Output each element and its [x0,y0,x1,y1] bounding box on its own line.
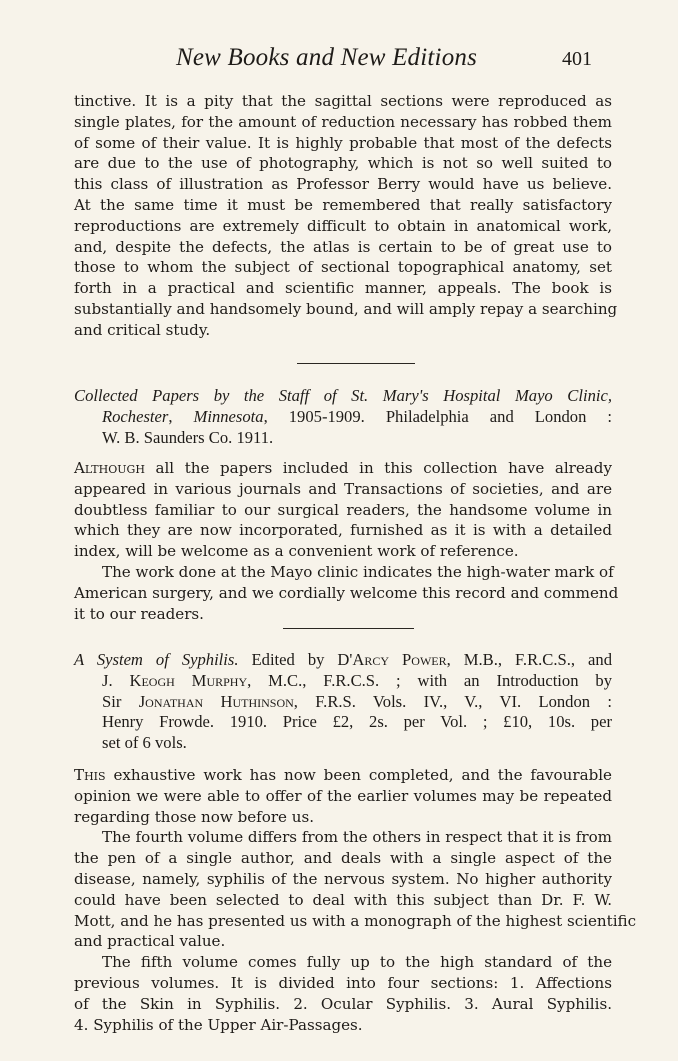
dropcap-word: Although [74,459,145,477]
text-line: forth in a practical and scientific manner, appeals. The book is [74,279,612,298]
text-line: opinion we were able to offer of the earlier volumes may be repeated [74,786,612,805]
editor-name: J. Keogh Murphy [102,670,248,690]
text-line: appeared in various journals and Transactions of societies, and are [74,479,612,498]
continuation-paragraph [74,91,618,341]
text-line: reproductions are extremely difficult to obtain in anatomical work, [74,216,612,235]
text-line: Mott, and he has presented us with a monograph of the highest scientific [74,911,637,930]
book-title-state: Minnesota [193,406,264,426]
dropcap-word: This [74,766,106,784]
text-line: doubtless familiar to our surgical readers, the handsome volume in [74,500,612,519]
honorific: Sir [102,691,139,711]
text-line: which they are now incorporated, furnished as it is with a detailed [74,521,612,540]
text-line: tinctive. It is a pity that the sagittal sections were reproduced as [74,92,612,110]
text-line: American surgery, and we cordially welcome this record and commend [74,583,619,602]
text-line: and practical value. [74,932,226,951]
text-line: regarding those now before us. [74,807,315,826]
page-number: 401 [562,48,592,70]
book-editor-text: Edited by D' [238,650,353,669]
text-line: are due to the use of photography, which is not so well suited to [74,154,612,173]
editor-name: Arcy Power [352,650,447,669]
book-title-place: Rochester [102,406,169,426]
review-body-mayo [74,458,619,624]
book-publisher: Henry Frowde. 1910. Price £2, 2s. per Vol. ; £10, 10s. per [102,712,612,732]
text-line: previous volumes. It is divided into four sections: 1. Affections [74,973,612,992]
text-line: single plates, for the amount of reduction necessary has robbed them [74,112,612,131]
text-line: index, will be welcome as a convenient work of reference. [74,542,519,561]
volume-info: , F.R.S. Vols. IV., V., VI. London : [293,691,613,711]
section-divider [297,363,415,364]
text-line: and, despite the defects, the atlas is certain to be of great use to [74,237,612,256]
text-line: substantially and handsomely bound, and will amply repay a searching [74,299,618,318]
book-title-sep: , [168,406,194,426]
text-line: and critical study. [74,320,211,339]
text-line: those to whom the subject of sectional topographical anatomy, set [74,258,612,277]
editor-credentials: , M.B., F.R.C.S., and [446,650,613,669]
book-publication: , 1905-1909. Philadelphia and London : [263,406,612,426]
text-line: At the same time it must be remembered that really satisfactory [74,195,612,214]
text-line: could have been selected to deal with this subject than Dr. F. W. [74,890,612,909]
text-line: The fourth volume differs from the others in respect that it is from [102,828,612,847]
text-line: this class of illustration as Professor Berry would have us believe. [74,175,612,194]
book-title-line: Collected Papers by the Staff of St. Mary's Hospital Mayo Clinic, [74,386,612,405]
review-heading-mayo [74,386,612,448]
editor-credentials: , M.C., F.R.C.S. ; with an Introduction by [247,670,612,690]
book-title: A System of Syphilis. [74,650,239,669]
text-line: The work done at the Mayo clinic indicates the high-water mark of [102,562,614,581]
introducer-name: Jonathan Huthinson [138,691,294,711]
text-line: disease, namely, syphilis of the nervous system. No higher authority [74,869,612,888]
running-title: New Books and New Editions [176,44,478,71]
review-heading-syphilis [74,650,612,754]
page-header [0,44,678,74]
text-line: all the papers included in this collection have already [144,459,612,477]
book-publisher: W. B. Saunders Co. 1911. [102,427,274,447]
text-line: 4. Syphilis of the Upper Air-Passages. [74,1015,363,1034]
text-line: of the Skin in Syphilis. 2. Ocular Syphilis. 3. Aural Syphilis. [74,994,612,1013]
section-divider [283,628,414,629]
book-set-info: set of 6 vols. [102,733,187,753]
text-line: the pen of a single author, and deals with a single aspect of the [74,849,612,868]
review-body-syphilis [74,765,637,1035]
text-line: The fifth volume comes fully up to the high standard of the [102,953,612,972]
text-line: exhaustive work has now been completed, and the favourable [105,766,612,784]
text-line: it to our readers. [74,604,204,623]
text-line: of some of their value. It is highly probable that most of the defects [74,133,612,152]
